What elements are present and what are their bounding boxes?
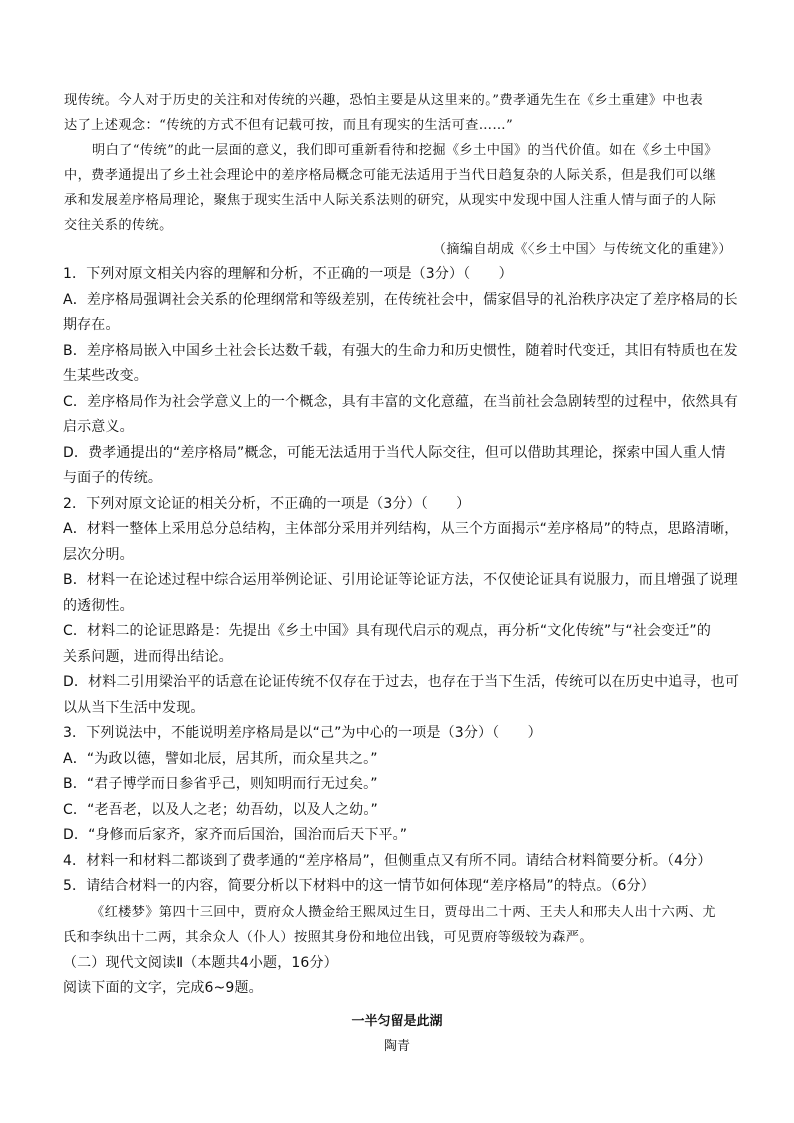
paragraph-line: 明白了“传统”的此一层面的意义，我们即可重新看待和挖掘《乡土中国》的当代价值。如在《乡土中国》 [92, 143, 718, 158]
paragraph-line: 中，费孝通提出了乡土社会理论中的差序格局概念可能无法适用于当代日趋复杂的人际关系，但是我们可以继 [64, 168, 717, 183]
q2-option-d-cont: 以从当下生活中发现。 [63, 700, 205, 716]
q5-material-line: 氏和李纨出十二两，其余众人（仆人）按照其身份和地位出钱，可见贾府等级较为森严。 [63, 930, 593, 945]
q2-option-d: D．材料二引用梁治平的话意在论证传统不仅存在于过去，也存在于当下生活，传统可以在历史中追寻，也可 [63, 674, 739, 690]
q2-option-c-cont: 关系问题，进而得出结论。 [63, 649, 233, 665]
question-5: 5．请结合材料一的内容，简要分析以下材料中的这一情节如何体现“差序格局”的特点。（6分） [63, 878, 655, 894]
passage-source: （摘编自胡成《〈乡土中国〉与传统文化的重建》） [432, 242, 732, 257]
q1-option-c: C．差序格局作为社会学意义上的一个概念，具有丰富的文化意蕴，在当前社会急剧转型的过程中，依然具有 [63, 394, 738, 410]
q1-option-b: B．差序格局嵌入中国乡土社会长达数千载，有强大的生命力和历史惯性，随着时代变迁，其旧有特质也在发 [63, 343, 738, 359]
q1-option-c-cont: 启示意义。 [63, 419, 134, 435]
q2-option-b: B．材料一在论述过程中综合运用举例论证、引用论证等论证方法，不仅使论证具有说服力，而且增强了说理 [63, 572, 738, 588]
q3-option-b: B．“君子博学而日参省乎己，则知明而行无过矣。” [63, 776, 378, 792]
q3-option-a: A．“为政以德，譬如北辰，居其所，而众星共之。” [63, 751, 378, 767]
q2-option-b-cont: 的透彻性。 [63, 598, 134, 614]
q1-option-a-cont: 期存在。 [63, 317, 120, 333]
q1-option-b-cont: 生某些改变。 [63, 368, 148, 384]
question-3: 3．下列说法中，不能说明差序格局是以“己”为中心的一项是（3分）（ ） [63, 725, 542, 741]
passage-line: 达了上述观念：“传统的方式不但有记载可按，而且有现实的生活可查……” [64, 118, 514, 133]
q3-option-d: D．“身修而后家齐，家齐而后国治，国治而后天下平。” [63, 827, 408, 843]
q1-option-d-cont: 与面子的传统。 [63, 470, 163, 486]
article-author: 陶青 [383, 1039, 410, 1054]
q3-option-c: C．“老吾老，以及人之老；幼吾幼，以及人之幼。” [63, 802, 378, 818]
q1-option-a: A．差序格局强调社会关系的伦理纲常和等级差别，在传统社会中，儒家倡导的礼治秩序决定了差序格局的长 [63, 292, 738, 308]
passage-line: 现传统。今人对于历史的关注和对传统的兴趣，恐怕主要是从这里来的。”费孝通先生在《乡土重建》中也表 [64, 93, 704, 108]
passage-paragraph [64, 138, 732, 238]
section-instruction: 阅读下面的文字，完成6~9题。 [63, 980, 263, 996]
q2-option-a: A．材料一整体上采用总分总结构，主体部分采用并列结构，从三个方面揭示“差序格局”的特点，思路清晰， [63, 521, 739, 537]
q1-option-d: D．费孝通提出的“差序格局”概念，可能无法适用于当代人际交往，但可以借助其理论，探索中国人重人情 [63, 445, 726, 461]
question-2: 2．下列对原文论证的相关分析，不正确的一项是（3分）（ ） [63, 496, 471, 512]
q2-option-a-cont: 层次分明。 [63, 547, 134, 563]
paragraph-line: 交往关系的传统。 [64, 218, 173, 233]
question-1: 1．下列对原文相关内容的理解和分析，不正确的一项是（3分）（ ） [63, 266, 513, 282]
q2-option-c: C．材料二的论证思路是：先提出《乡土中国》具有现代启示的观点，再分析“文化传统”与“社会变迁”的 [63, 623, 711, 639]
question-4: 4．材料一和材料二都谈到了费孝通的“差序格局”，但侧重点又有所不同。请结合材料简要分析。（4分） [63, 853, 712, 869]
passage-tail [64, 88, 732, 138]
paragraph-line: 承和发展差序格局理论，聚焦于现实生活中人际关系法则的研究，从现实中发现中国人注重人情与面子的人际 [64, 193, 717, 208]
article-title: 一半匀留是此湖 [351, 1014, 443, 1029]
section-heading: （二）现代文阅读Ⅱ（本题共4小题，16分） [63, 955, 338, 971]
q5-material-line: 《红楼梦》第四十三回中，贾府众人攒金给王熙凤过生日，贾母出二十两、王夫人和邢夫人出十六两、尤 [91, 905, 717, 920]
